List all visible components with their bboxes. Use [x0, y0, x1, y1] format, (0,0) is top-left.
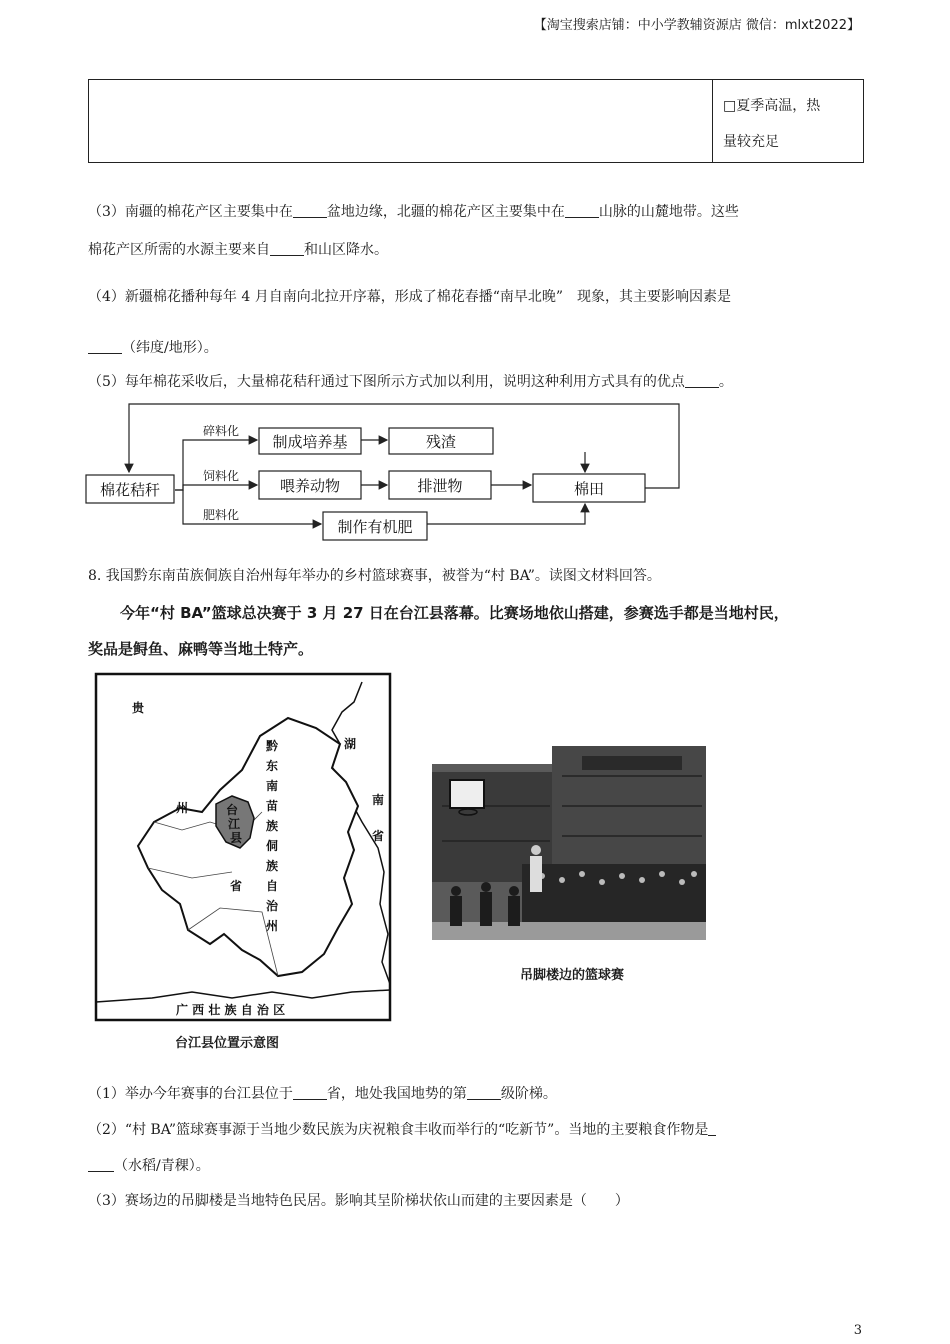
- answer-blank[interactable]: [88, 338, 122, 354]
- table-cell: [723, 88, 820, 160]
- answer-blank[interactable]: [685, 372, 719, 388]
- answer-blank[interactable]: [293, 1084, 327, 1100]
- label-sheng2: 省: [372, 829, 385, 843]
- table-cell-line-2: 量较充足: [723, 134, 779, 150]
- region-char: 族: [266, 819, 279, 833]
- region-char: 东: [266, 759, 279, 773]
- fertilizer-label: 制作有机肥: [337, 518, 413, 536]
- answer-blank[interactable]: [293, 202, 327, 218]
- label-guangxi: 广 西 壮 族 自 治 区: [176, 1003, 286, 1017]
- label-sheng: 省: [230, 879, 243, 893]
- answer-blank[interactable]: [708, 1120, 716, 1136]
- page-header: 【淘宝搜索店铺：中小学教辅资源店 微信：mlxt2022】: [533, 18, 860, 33]
- region-char: 治: [266, 899, 279, 913]
- answer-blank[interactable]: [88, 1156, 114, 1172]
- q7-part5: （5）每年棉花采收后，大量棉花秸秆通过下图所示方式加以利用，说明这种利用方式具有的优点 。: [88, 374, 733, 390]
- label-nan: 南: [372, 793, 385, 807]
- route-feed-label: 饲料化: [203, 469, 240, 483]
- q7-part4-line2: （纬度/地形）。: [88, 338, 218, 358]
- label-gui: 贵: [132, 701, 145, 715]
- county-char: 江: [228, 817, 241, 831]
- culture-label: 制成培养基: [272, 433, 348, 451]
- q8-material-line1: 今年“村 BA”篮球总决赛于 3 月 27 日在台江县落幕。比赛场地依山搭建，参赛选手都是当地村民，: [120, 604, 789, 622]
- answer-blank[interactable]: [467, 1084, 501, 1100]
- route-crush-label: 碎料化: [203, 424, 240, 438]
- photo-caption: 吊脚楼边的篮球赛: [520, 968, 625, 983]
- county-char: 县: [230, 831, 243, 845]
- table-cell-line-1: □夏季高温，热: [723, 98, 821, 114]
- q8-part3: （3）赛场边的吊脚楼是当地特色民居。影响其呈阶梯状依山而建的主要因素是（ ）: [88, 1193, 629, 1209]
- basketball-photo: [432, 746, 706, 952]
- region-char: 州: [266, 919, 279, 933]
- region-char: 南: [266, 779, 279, 793]
- region-char: 自: [266, 879, 279, 893]
- q7-part3-line1: （3）南疆的棉花产区主要集中在 盆地边缘，北疆的棉花产区主要集中在 山脉的山麓地带。这些: [88, 204, 739, 220]
- county-char: 台: [226, 803, 239, 817]
- q7-part4-line1: （4）新疆棉花播种每年 4 月自南向北拉开序幕，形成了棉花春播“南早北晚” 现象，其主要影响因素是: [88, 289, 732, 305]
- excrete-label: 排泄物: [417, 477, 463, 495]
- region-char: 苗: [266, 799, 279, 813]
- region-char: 黔: [266, 739, 279, 753]
- source-label: 棉花秸秆: [99, 481, 161, 499]
- q8-material-line2: 奖品是鲟鱼、麻鸭等当地土特产。: [88, 640, 314, 658]
- label-hu: 湖: [344, 737, 357, 751]
- residue-label: 残渣: [425, 433, 457, 451]
- page-number: 3: [853, 1323, 862, 1338]
- feed-label: 喂养动物: [279, 477, 341, 495]
- region-char: 族: [266, 859, 279, 873]
- route-fertilize-label: 肥料化: [203, 508, 240, 522]
- field-label: 棉田: [573, 480, 605, 498]
- label-zhou: 州: [176, 801, 189, 815]
- taijiang-location-map: [92, 672, 394, 1024]
- map-caption: 台江县位置示意图: [175, 1036, 280, 1051]
- answer-table: [88, 79, 864, 163]
- q8-part1: （1）举办今年赛事的台江县位于 省，地处我国地势的第 级阶梯。: [88, 1086, 557, 1102]
- q8-part2-line1: （2）“村 BA”篮球赛事源于当地少数民族为庆祝粮食丰收而举行的“吃新节”。当地的主要粮食作物是: [88, 1120, 716, 1140]
- region-char: 侗: [266, 839, 279, 853]
- q8-part2-line2: （水稻/青稞）。: [88, 1156, 210, 1176]
- answer-blank[interactable]: [270, 240, 304, 256]
- answer-blank[interactable]: [565, 202, 599, 218]
- table-divider: [712, 80, 713, 162]
- q7-part3-line2: 棉花产区所需的水源主要来自 和山区降水。: [88, 242, 388, 258]
- q8-intro: 8. 我国黔东南苗族侗族自治州每年举办的乡村篮球赛事，被誉为“村 BA”。读图文材料回答。: [88, 568, 661, 584]
- straw-utilization-diagram: [85, 400, 685, 545]
